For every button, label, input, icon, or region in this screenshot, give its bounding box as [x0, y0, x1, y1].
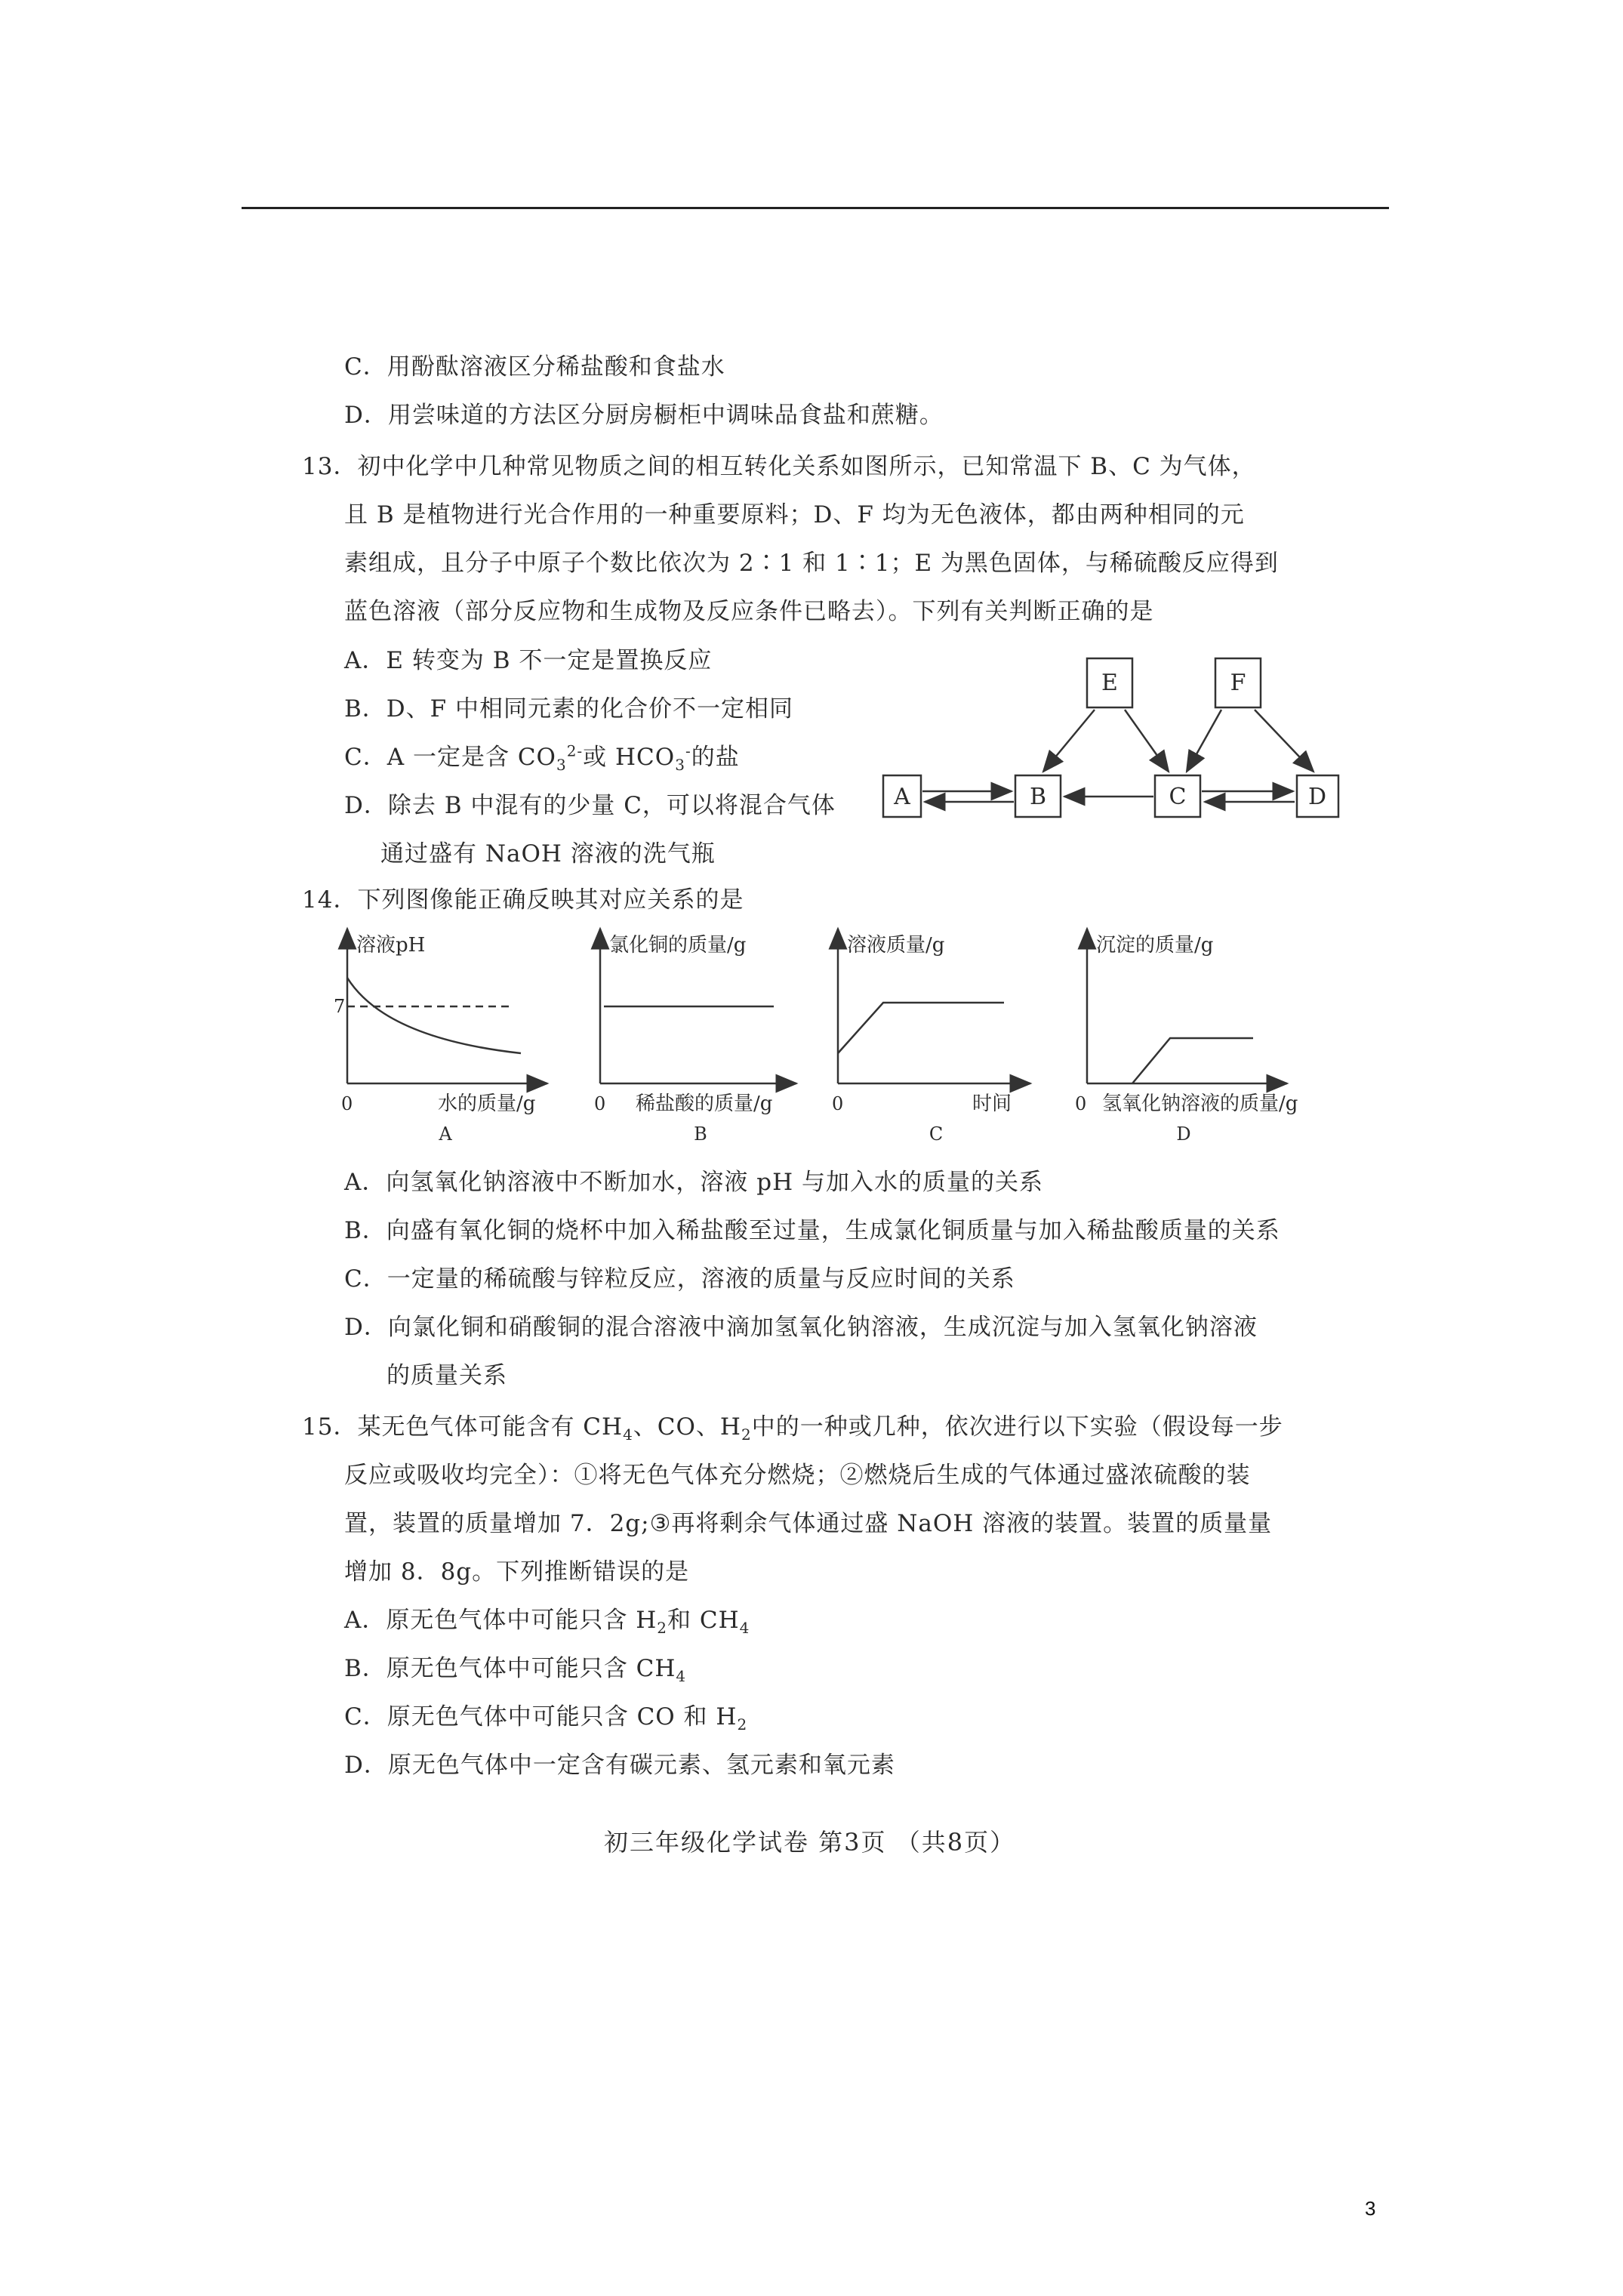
page-footer: 初三年级化学试卷 第3页 （共8页）	[604, 1828, 1016, 1857]
chart-c-xlabel: 时间	[972, 1093, 1012, 1115]
q15-option-d: D．原无色气体中一定含有碳元素、氢元素和氧元素	[344, 1752, 895, 1779]
chart-a-curve	[347, 978, 521, 1053]
chart-d-line	[1132, 1038, 1253, 1083]
chart-a-ylabel: 溶液pH	[356, 934, 426, 957]
q13-option-d-line1: D．除去 B 中混有的少量 C，可以将混合气体	[344, 792, 836, 819]
q15-stem-line1: 15．某无色气体可能含有 $CH_4$、CO、$H_2$中的一种或几种，依次进行以下实验（假设每一步	[302, 1413, 1283, 1444]
node-a-label: A	[894, 784, 910, 810]
chart-c-ylabel: 溶液质量/g	[847, 934, 945, 957]
chart-d-xlabel: 氢氧化钠溶液的质量/g	[1102, 1093, 1298, 1115]
q12-option-c: C．用酚酞溶液区分稀盐酸和食盐水	[344, 353, 725, 381]
node-e-label: E	[1101, 670, 1118, 696]
q14-option-c: C．一定量的稀硫酸与锌粒反应，溶液的质量与反应时间的关系	[344, 1265, 1015, 1293]
chart-a-tick-7: 7	[334, 996, 346, 1017]
q14-charts	[332, 925, 1359, 1151]
arrow-f-to-c	[1187, 710, 1221, 772]
q15-option-c: C．原无色气体中可能只含 CO 和 $H_2$	[344, 1703, 748, 1734]
page-number: 3	[1365, 2197, 1376, 2220]
q12-option-d: D．用尝味道的方法区分厨房橱柜中调味品食盐和蔗糖。	[344, 402, 944, 429]
q13-option-b: B．D、F 中相同元素的化合价不一定相同	[344, 695, 793, 723]
chart-c-origin: 0	[832, 1093, 844, 1114]
q15-stem-line4: 增加 8．8g。下列推断错误的是	[344, 1558, 690, 1586]
arrow-e-to-c	[1125, 710, 1169, 772]
arrow-e-to-b	[1043, 710, 1095, 772]
chart-d-origin: 0	[1075, 1093, 1087, 1114]
q13-option-a: A．E 转变为 B 不一定是置换反应	[344, 647, 713, 674]
q13-stem-line3: 素组成，且分子中原子个数比依次为 2∶1 和 1∶1；E 为黑色固体，与稀硫酸反应得到	[344, 550, 1279, 577]
q15-stem-line2: 反应或吸收均完全）：①将无色气体充分燃烧；②燃烧后生成的气体通过盛浓硫酸的装	[344, 1462, 1251, 1489]
chart-c-caption: C	[929, 1123, 944, 1145]
chart-b-origin: 0	[594, 1093, 606, 1114]
chart-d-caption: D	[1176, 1123, 1191, 1145]
q13-option-c: C．A 一定是含 $CO_3^{2-}$或 $HCO_3^-$的盐	[344, 741, 740, 775]
chart-d-ylabel: 沉淀的质量/g	[1096, 934, 1214, 957]
q14-option-a: A．向氢氧化钠溶液中不断加水，溶液 pH 与加入水的质量的关系	[344, 1169, 1043, 1196]
node-f-label: F	[1230, 670, 1246, 696]
q13-stem-line2: 且 B 是植物进行光合作用的一种重要原料；D、F 均为无色液体，都由两种相同的元	[344, 501, 1245, 529]
q13-stem-line1: 13．初中化学中几种常见物质之间的相互转化关系如图所示，已知常温下 B、C 为气体，	[302, 453, 1256, 480]
q13-stem-line4: 蓝色溶液（部分反应物和生成物及反应条件已略去）。下列有关判断正确的是	[344, 598, 1154, 625]
header-rule	[242, 207, 1389, 209]
q14-option-d-line1: D．向氯化铜和硝酸铜的混合溶液中滴加氢氧化钠溶液，生成沉淀与加入氢氧化钠溶液	[344, 1314, 1258, 1341]
q14-option-d-line2: 的质量关系	[387, 1362, 507, 1389]
node-d-label: D	[1307, 784, 1327, 810]
node-b-label: B	[1029, 784, 1047, 810]
node-c-label: C	[1169, 784, 1187, 810]
q15-stem-line3: 置，装置的质量增加 7．2g;③再将剩余气体通过盛 NaOH 溶液的装置。装置的质量量	[344, 1510, 1273, 1537]
q14-stem: 14．下列图像能正确反映其对应关系的是	[302, 886, 744, 914]
arrow-f-to-d	[1255, 710, 1313, 772]
chart-b-ylabel: 氯化铜的质量/g	[609, 934, 747, 957]
q15-option-a: A．原无色气体中可能只含 $H_2$和 $CH_4$	[344, 1607, 750, 1638]
q15-option-b: B．原无色气体中可能只含 $CH_4$	[344, 1655, 687, 1686]
chart-c-line	[838, 1003, 1004, 1053]
chart-b-caption: B	[694, 1123, 707, 1145]
q13-conversion-diagram	[868, 651, 1351, 832]
chart-b-xlabel: 稀盐酸的质量/g	[636, 1093, 773, 1115]
chart-a-xlabel: 水的质量/g	[438, 1093, 536, 1115]
q13-option-d-line2: 通过盛有 NaOH 溶液的洗气瓶	[380, 840, 716, 868]
q14-option-b: B．向盛有氧化铜的烧杯中加入稀盐酸至过量，生成氯化铜质量与加入稀盐酸质量的关系	[344, 1217, 1280, 1244]
chart-a-origin: 0	[341, 1093, 353, 1114]
chart-a-caption: A	[439, 1123, 452, 1145]
